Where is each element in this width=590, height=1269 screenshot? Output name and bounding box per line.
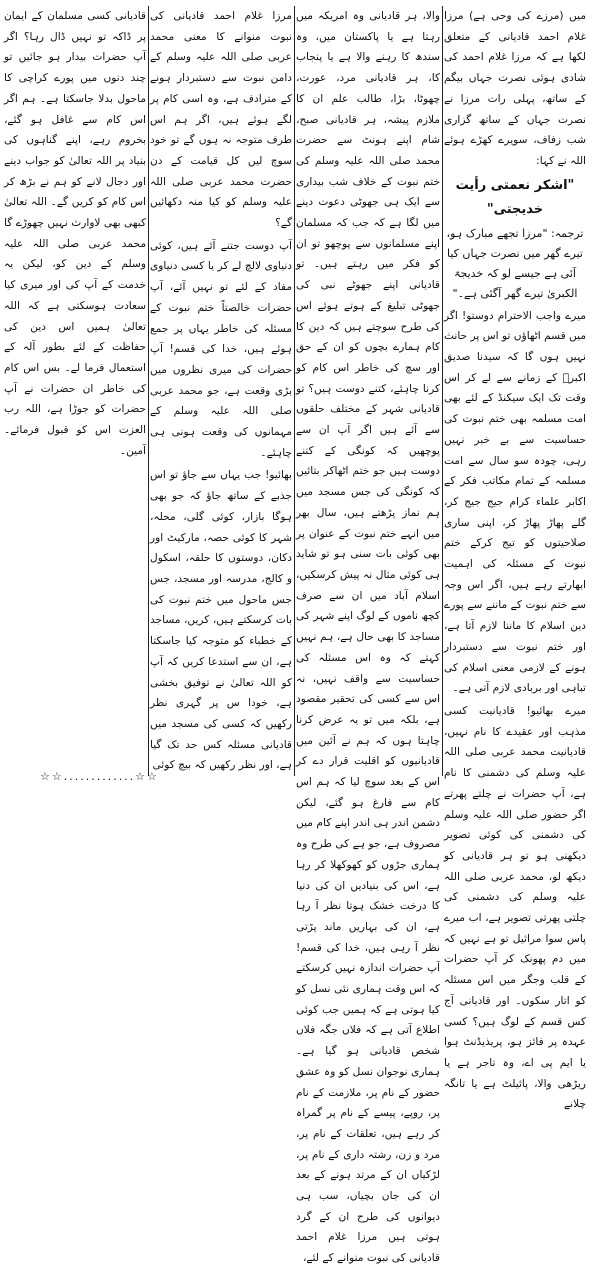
column-3 xyxy=(150,6,292,780)
column-divider xyxy=(294,6,295,776)
end-ornament: ☆☆.............☆☆ xyxy=(40,770,159,783)
column-1 xyxy=(444,6,586,1111)
column-3-para-2: آپ دوست جتنے آئے ہیں، کوئی دنیاوی لالچ لے کر یا کسی دنیاوی مفاد کے لئے تو نہیں آئے، آپ حضرات خالصتاً ختم نبوت کے مسئلہ کی خاطر یہاں پر جمع ہوئے ہیں، خدا کی قسم! آپ حضرات کی میری نظروں میں بڑی وقعت ہے، جو محمد عربی صلی اللہ علیہ وسلم کے مہمانوں کی وقعت ہونی ہی چاہئے۔ xyxy=(150,239,292,459)
column-4-continuation: قادیانی کسی مسلمان کے ایمان پر ڈاکہ تو نہیں ڈال رہا؟ اگر آپ حضرات بیدار ہو جائیں تو چند دنوں میں پورے کراچی کا ماحول بدلا جاسکتا ہے۔ ہم اگر اس کام سے غافل ہو گئے، بخروم رہے، اپنے گناہوں کی بنیاد پر اللہ تعالیٰ کو جواب دینے اور دجال لانے کو ہم نے بڑھ کر اس کام کو کریں گے۔ اللہ تعالیٰ کبھی بھی لاوارث نہیں چھوڑے گا محمد عربی صلی اللہ علیہ وسلم کے دین کو، لیکن یہ خدمت کے آپ کی اور میری کیا سعادت ہوسکتی ہے کہ اللہ تعالیٰ ہمیں اس دین کی حفاظت کے لئے بطور آلہ کے استعمال فرما لے۔ بس اس کام کی خاطر ان حضرات نے آپ حضرات کو جوڑا ہے، اللہ رب العزت اس کو قبول فرمائے۔ آمین۔ xyxy=(4,10,146,457)
column-1-para-1: میں (مرزے کی وحی ہے) مرزا غلام احمد قادیانی کے متعلق لکھا ہے کہ مرزا غلام احمد کی شادی ہوئی نصرت جہاں بیگم کے ساتھ، پہلی رات مرزا نے نصرت جہاں کے ساتھ گزاری شب زفاف، سویرے کھڑے ہوئے اللہ نے کہا: xyxy=(444,10,586,167)
arabic-quote: "اشکر نعمتی رأیت خدیجتی" xyxy=(455,177,575,217)
column-divider xyxy=(148,6,149,776)
column-divider xyxy=(442,6,443,776)
column-2-para-1: والا، ہر قادیانی وہ امریکہ میں رہتا ہے یا پاکستان میں، وہ سندھ کا رہنے والا ہے یا پنجاب کا، ہر قادیانی مرد، عورت، چھوٹا، بڑا، طالب علم ان کا ملازم پیشہ، ہر قادیانی صبح، شام اپنے ہونٹ سے حضرت محمد صلی اللہ علیہ وسلم کی ختم نبوت کے خلاف شب بیداری سے ایک ہی جھوٹی دعوت دینے میں لگا ہے کہ جب کہ مسلمان اپنے مسلمانوں سے پوچھو تو ان کو فکر میں رہتے ہیں۔ تو قادیانی اپنے جھوٹے نبی کی جھوٹی تبلیغ کے ہوتے ہوئے اس کی طرح سوچتے ہیں کہ دین کا کام ہمارے بچوں کو ان کے حق اور سچ کی خاطر اس کام کو کرنا چاہئے، کتنے دوست ہیں؟ تو قادیانی شہر کے مختلف حلقوں سے آئے ہیں اگر آپ ان سے پوچھیں کہ کونگی کے کتنے دوست ہیں جو ختم اٹھاکر بتائیں کہ کونگی کی جس مسجد میں ہم نماز پڑھتے ہیں، سال بھر میں انہے ختم نبوت کے عنوان پر بھی کوئی بات سنی ہو تو شاید ہی کوئی مثال نہ پیش کرسکیں، اسلام آباد میں ان سے صرف کچھ ناموں کے لوگ اپنے شہر کی مساجد کا بھی حال ہے، ہم نہیں کہتے کہ وہ اس مسئلہ کی حساسیت سے واقف نہیں، نہ اس سے کسی کی تحقیر مقصود ہے، بلکہ میں تو یہ عرض کرنا چاہتا ہوں کہ ہم نے آئین میں قادیانیوں کو اقلیت قرار دے کر اس کے بعد سوچ لیا کہ ہم اس کام سے فارغ ہو گئے، لیکن دشمن اندر ہی اندر اپنے کام میں مصروف ہے، جو ہے کی طرح وہ ہماری جڑوں کو کھوکھلا کر رہا ہے، اس کی بنیادیں ان کی دنیا کا درخت خشک ہوتا نظر آ رہا ہے، ان کی بہاریں ماند پڑتی نظر آ رہی ہیں، خدا کی قسم! آپ حضرات اندازہ نہیں کرسکتے کہ اس وقت ہماری نئی نسل کو کیا ہوتی ہے کہ ہمیں جب کوئی اطلاع آتی ہے کہ فلاں جگہ فلاں شخص قادیانی ہو گیا ہے۔ ہماری نوجوان نسل کو وہ عشق حضور کے نام پر، ملازمت کے نام پر، روپے، پیسے کے نام پر گمراہ کر رہے ہیں، تعلقات کے نام پر، مرد و زن، رشتہ داری کے نام پر، لڑکیاں ان کے مرتد ہونے کے بعد ان کی جان بچیاں، سب ہی دیوانوں کی طرح ان کے گرد ہوتی ہیں مرزا غلام احمد قادیانی کی نبوت منوانے کے لئے، xyxy=(296,10,440,1265)
column-2 xyxy=(296,6,440,1265)
quote-translation: ترجمہ: "مرزا تجھے مبارک ہو، تیرے گھر میں نصرت جہاں کیا آئی ہے جیسے لو کہ خدیجۃ الکبریٰ تیرے گھر آگئی ہے۔" xyxy=(446,226,584,300)
column-4 xyxy=(4,6,146,780)
column-3-para-1: مرزا غلام احمد قادیانی کی نبوت منوانے کا معنی محمد عربی صلی اللہ علیہ وسلم کے دامن نبوت سے دستبردار ہونے کے مترادف ہے، وہ اسی کام پر لگے ہوئے ہیں، اگر ہم اس طرف متوجہ نہ ہوں گے تو خود سوچ لیں کل قیامت کے دن حضرت محمد عربی صلی اللہ علیہ وسلم کو کیا منہ دکھائیں گے؟ xyxy=(150,10,292,230)
column-1-para-2: میرے واجب الاحترام دوستو! اگر میں قسم اٹھاؤں تو اس پر حانث نہیں ہوں گا کہ سیدنا صدیق اکبرؓ کے زمانے سے لے کر اس وقت تک ایک سیکنڈ کے لئے بھی امت مسلمہ بھی ختم نبوت کی حساسیت سے بے خبر نہیں رہی، چودہ سو سال سے امت مسلمہ کے تمام مکاتب فکر کے اکابر علماء کرام جیج جیج کر، گلے پھاڑ پھاڑ کر، اپنی ساری صلاحیتوں کو تیج کرکے ختم نبوت کے مسئلہ کی اہمیت ابھارتے رہے ہیں، اگر اس وجہ سے ختم نبوت کے ماننے سے پورے دین اسلام کا ماننا لازم آتا ہے، اور ختم نبوت سے دستبردار ہونے کے لازمی معنی اسلام کی تباہی اور بربادی لازم آتی ہے۔ xyxy=(444,309,586,695)
column-3-para-3: بھائیو! جب یہاں سے جاؤ تو اس جذبے کے ساتھ جاؤ کہ جو بھی ہوگا بازار، کوئی گلی، محلہ، شہر کا کوئی حصہ، مارکیٹ اور دکان، دوستوں کا حلقہ، اسکول و کالج، مدرسہ اور مسجد، جس جس ماحول میں ختم نبوت کی بات کرسکتے ہیں، کریں، مساجد کے خطباء کو متوجہ کیا جاسکتا ہے، ان سے استدعا کریں کہ آپ کو اللہ تعالیٰ نے توفیق بخشی ہے، خودا س پر گہری نظر رکھیں کہ کسی کی مسجد میں قادیانی مسئلہ کس حد تک گیا ہے، اور نظر رکھیں کہ بیچ کوئی xyxy=(150,469,292,772)
column-1-para-3: میرے بھائیو! قادیانیت کسی مذہب اور عقیدے کا نام نہیں، قادیانیت محمد عربی صلی اللہ علیہ وسلم کی دشمنی کا نام ہے، آپ حضرات نے چلتے پھرتے اگر حضور صلی اللہ علیہ وسلم کی دشمنی کی کوئی تصویر دیکھنی ہو تو ہر قادیانی کو دیکھ لو، محمد عربی صلی اللہ علیہ وسلم کی دشمنی کی چلتی پھرتی تصویر ہے، اب میرے پاس سوا مراثیل تو ہے نہیں کہ میں دم پھونک کر آپ حضرات کے قلب وجگر میں اس مسئلہ کو اتار سکوں۔ اور قادیانی آج کس قسم کے لوگ ہیں؟ کسی عہدہ پر فائز ہو، پریذیڈنٹ ہوا یا ایم پی اے، وہ تاجر ہے یا ریڑھی والا، پائیلٹ ہے یا تانگہ چلانے xyxy=(444,704,586,1111)
